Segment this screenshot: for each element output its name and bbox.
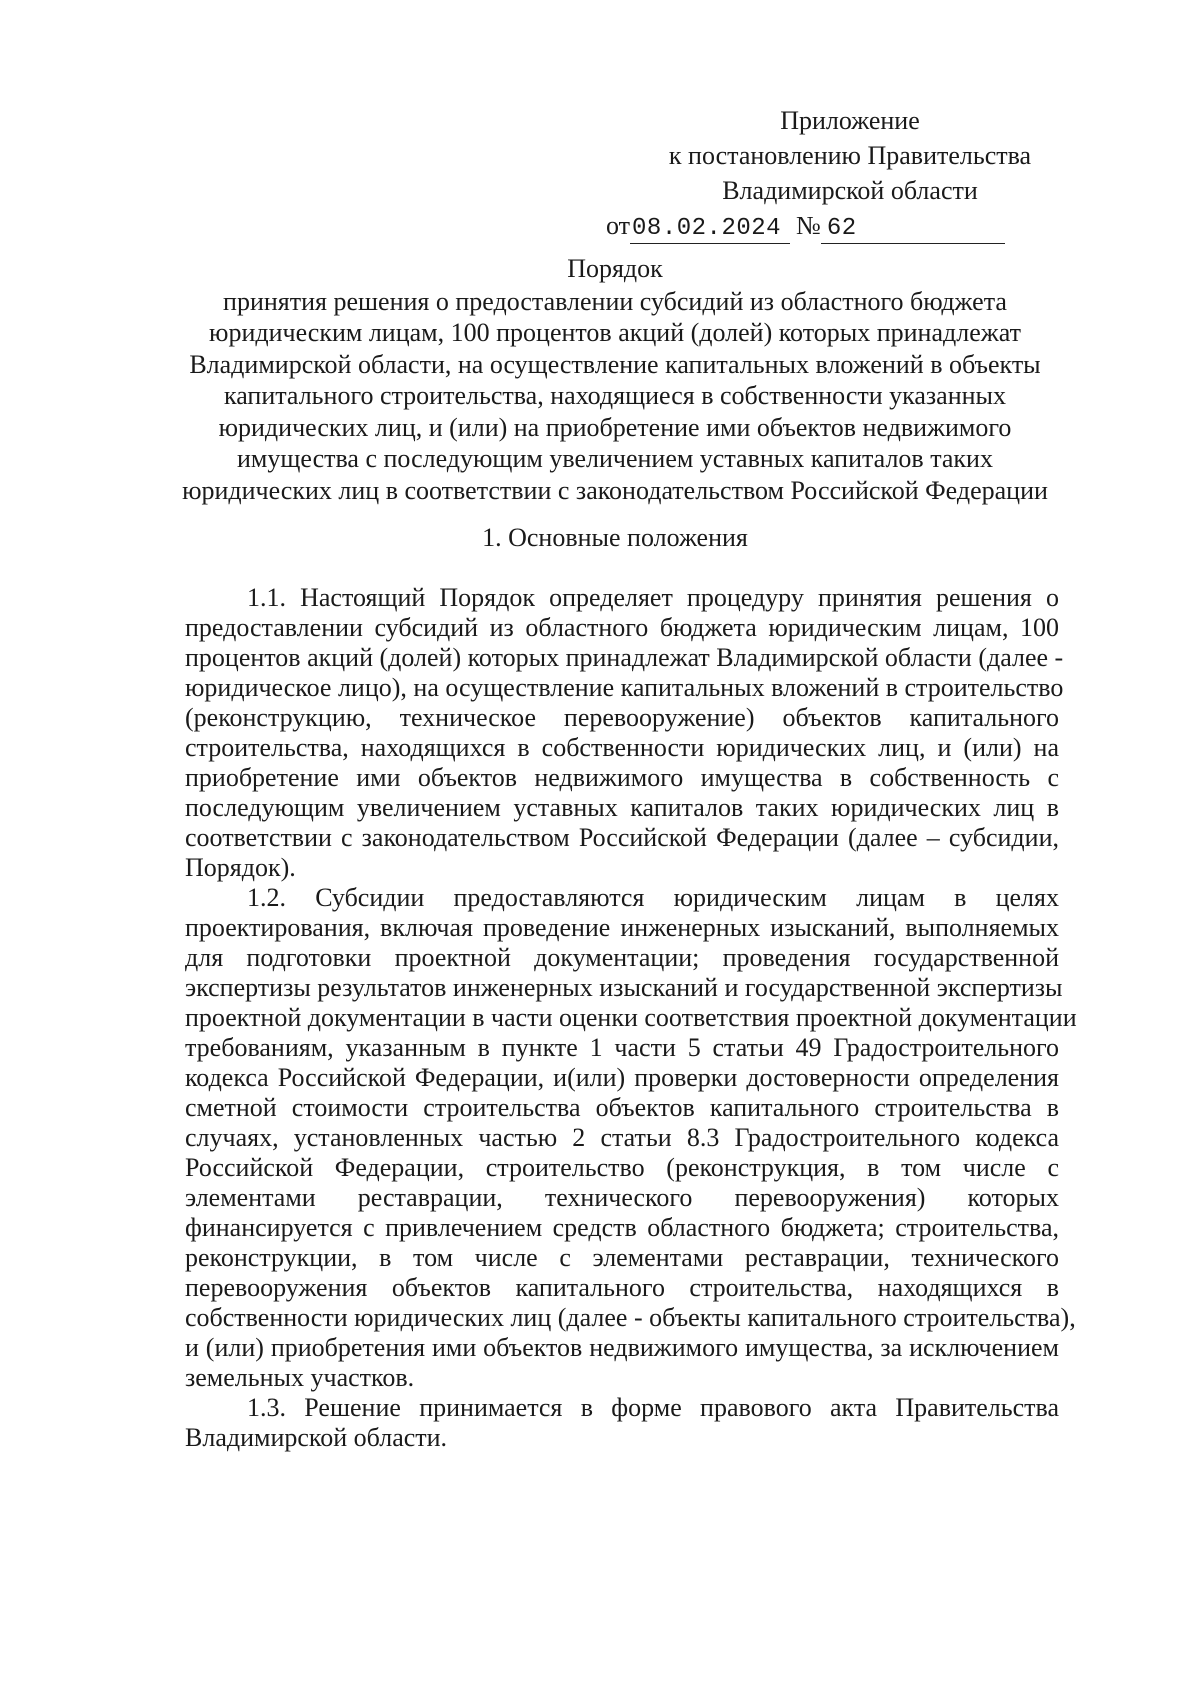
- text-line: земельных участков.: [185, 1363, 415, 1392]
- text-line: и (или) приобретения ими объектов недвижимого имущества, за исключением: [185, 1333, 1059, 1362]
- text-line: Российской Федерации, строительство (реконструкция, в том числе с: [185, 1153, 1059, 1182]
- paragraph-1-2: [185, 883, 1077, 1393]
- text-line: соответствии с законодательством Российской Федерации (далее – субсидии,: [185, 823, 1059, 852]
- document-title-block: [150, 253, 1080, 506]
- text-line: собственности юридических лиц (далее - объекты капитального строительства),: [185, 1303, 1076, 1332]
- text-line: 1.3. Решение принимается в форме правового акта Правительства: [247, 1393, 1059, 1422]
- text-line: Порядок).: [185, 853, 296, 882]
- text-line: случаях, установленных частью 2 статьи 8.3 Градостроительного кодекса: [185, 1123, 1059, 1152]
- annex-date-row: [606, 208, 1090, 244]
- date-prefix: от: [606, 211, 631, 240]
- text-line: приобретение ими объектов недвижимого имущества в собственность с: [185, 763, 1059, 792]
- paragraph-1-3: [185, 1393, 1059, 1453]
- number-prefix: №: [796, 211, 821, 240]
- text-line: 1.1. Настоящий Порядок определяет процедуру принятия решения о: [247, 583, 1059, 612]
- text-line: последующим увеличением уставных капиталов таких юридических лиц в: [185, 793, 1059, 822]
- text-line: кодекса Российской Федерации, и(или) проверки достоверности определения: [185, 1063, 1059, 1092]
- section-heading: 1. Основные положения: [482, 523, 748, 552]
- decree-number: 62: [821, 215, 1005, 244]
- document-title: Порядок: [567, 254, 663, 283]
- text-line: реконструкции, в том числе с элементами реставрации, технического: [185, 1243, 1059, 1272]
- text-line: для подготовки проектной документации; проведения государственной: [185, 943, 1059, 972]
- title-line: Владимирской области, на осуществление капитальных вложений в объекты: [189, 349, 1041, 379]
- text-line: юридическое лицо), на осуществление капитальных вложений в строительство: [185, 673, 1064, 702]
- text-line: Владимирской области.: [185, 1423, 448, 1452]
- text-line: предоставлении субсидий из областного бюджета юридическим лицам, 100: [185, 613, 1059, 642]
- text-line: перевооружения объектов капитального строительства, находящихся в: [185, 1273, 1059, 1302]
- text-line: 1.2. Субсидии предоставляются юридическим лицам в целях: [247, 883, 1059, 912]
- text-line: требованиям, указанным в пункте 1 части 5 статьи 49 Градостроительного: [185, 1033, 1059, 1062]
- text-line: сметной стоимости строительства объектов капитального строительства в: [185, 1093, 1059, 1122]
- paragraph-1-1: [185, 583, 1064, 883]
- annex-title: Приложение: [780, 106, 920, 135]
- title-line: капитального строительства, находящиеся в собственности указанных: [223, 381, 1007, 410]
- title-line: юридических лиц в соответствии с законодательством Российской Федерации: [182, 475, 1048, 505]
- title-line: юридических лиц, и (или) на приобретение ими объектов недвижимого: [218, 412, 1012, 442]
- document-body: [185, 583, 1077, 1453]
- annex-header: [606, 103, 1090, 244]
- annex-reference: к постановлению Правительства: [668, 141, 1032, 170]
- text-line: проектной документации в части оценки соответствия проектной документации: [185, 1003, 1077, 1032]
- text-line: финансируется с привлечением средств областного бюджета; строительства,: [185, 1213, 1059, 1242]
- decree-date: 08.02.2024: [630, 215, 790, 244]
- text-line: проектирования, включая проведение инженерных изысканий, выполняемых: [185, 913, 1059, 942]
- text-line: строительства, находящихся в собственности юридических лиц, и (или) на: [185, 733, 1059, 762]
- annex-region: Владимирской области: [722, 176, 978, 205]
- text-line: (реконструкцию, техническое перевооружение) объектов капитального: [185, 703, 1059, 732]
- title-line: юридическим лицам, 100 процентов акций (долей) которых принадлежат: [209, 318, 1021, 347]
- text-line: экспертизы результатов инженерных изысканий и государственной экспертизы: [185, 973, 1063, 1002]
- text-line: элементами реставрации, технического перевооружения) которых: [185, 1183, 1059, 1212]
- title-line: имущества с последующим увеличением уставных капиталов таких: [237, 444, 993, 473]
- title-line: принятия решения о предоставлении субсидий из областного бюджета: [223, 286, 1007, 316]
- text-line: процентов акций (долей) которых принадлежат Владимирской области (далее -: [185, 643, 1064, 672]
